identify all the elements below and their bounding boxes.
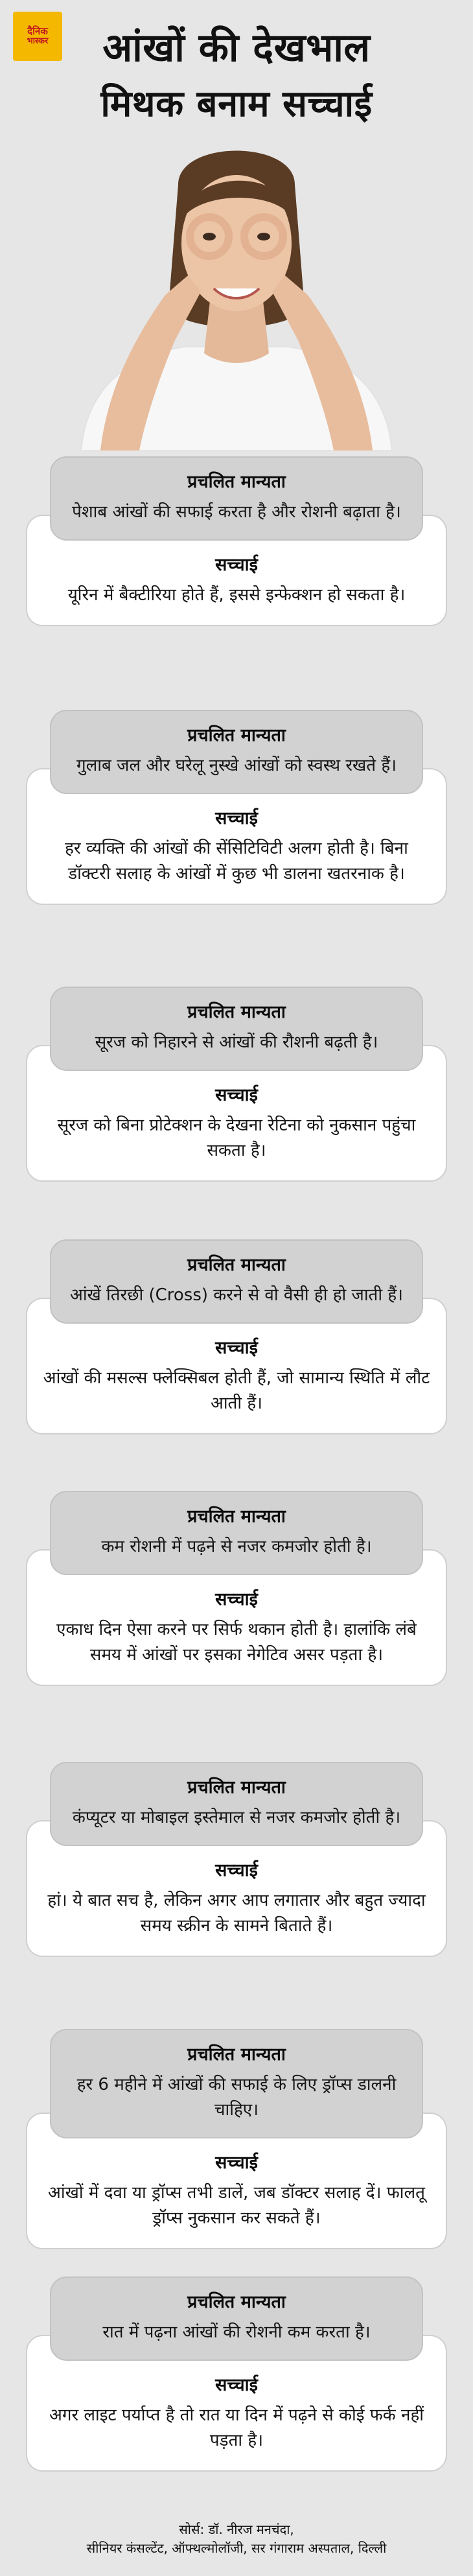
myth-box <box>50 2029 423 2138</box>
fact-text: अगर लाइट पर्याप्त है तो रात या दिन में पढ़ने से कोई फर्क नहीं पड़ता है। <box>49 2406 424 2451</box>
myth-text: पेशाब आंखों की सफाई करता है और रोशनी बढ़ाता है। <box>72 502 401 522</box>
fact-heading: सच्चाई <box>215 2375 258 2396</box>
myth-box <box>50 1239 423 1324</box>
fact-text: एकाध दिन ऐसा करने पर सिर्फ थकान होती है। हालांकि लंबे समय में आंखों पर इसका नेगेटिव असर पड़ता है। <box>56 1620 417 1665</box>
fact-heading: सच्चाई <box>215 1589 258 1610</box>
myth-text: आंखें तिरछी (Cross) करने से वो वैसी ही हो जाती हैं। <box>69 1285 404 1306</box>
fact-text: सूरज को बिना प्रोटेक्शन के देखना रेटिना को नुकसान पहुंचा सकता है। <box>57 1116 416 1161</box>
fact-heading: सच्चाई <box>215 2153 258 2173</box>
myth-fact-card <box>26 1239 447 1434</box>
myth-fact-card <box>26 2029 447 2249</box>
myth-box <box>50 1762 423 1846</box>
myth-box <box>50 2277 423 2361</box>
fact-heading: सच्चाई <box>215 1085 258 1106</box>
fact-heading: सच्चाई <box>215 555 258 576</box>
logo-line1: दैनिक <box>27 25 48 38</box>
myth-box <box>50 1491 423 1575</box>
myth-fact-card <box>26 456 447 626</box>
myth-fact-card <box>26 1762 447 1957</box>
myth-text: गुलाब जल और घरेलू नुस्खे आंखों को स्वस्थ रखते हैं। <box>76 756 397 776</box>
myth-text: कंप्यूटर या मोबाइल इस्तेमाल से नजर कमजोर होती है। <box>72 1808 401 1828</box>
fact-text: हर व्यक्ति की आंखों की सेंसिटिविटी अलग होती है। बिना डॉक्टरी सलाह के आंखों में कुछ भी डालना खतरनाक है। <box>65 839 408 884</box>
myth-heading: प्रचलित मान्यता <box>187 1002 286 1022</box>
fact-heading: सच्चाई <box>215 1338 258 1359</box>
page-title: आंखों की देखभाल <box>102 25 371 71</box>
myth-heading: प्रचलित मान्यता <box>187 2044 286 2065</box>
myth-text: सूरज को निहारने से आंखों की रौशनी बढ़ती है। <box>95 1033 378 1053</box>
fact-text: आंखों की मसल्स फ्लेक्सिबल होती हैं, जो सामान्य स्थिति में लौट आती हैं। <box>43 1368 430 1414</box>
myth-heading: प्रचलित मान्यता <box>187 2292 286 2312</box>
myth-text: कम रोशनी में पढ़ने से नजर कमजोर होती है। <box>101 1537 372 1557</box>
myth-box <box>50 987 423 1071</box>
myth-heading: प्रचलित मान्यता <box>187 1506 286 1527</box>
page-subtitle: मिथक बनाम सच्चाई <box>100 83 373 125</box>
myth-fact-card <box>26 1491 447 1686</box>
myth-text: रात में पढ़ना आंखों की रोशनी कम करता है। <box>102 2323 371 2343</box>
fact-text: हां। ये बात सच है, लेकिन अगर आप लगातार और बहुत ज्यादा समय स्क्रीन के सामने बिताते हैं। <box>47 1891 426 1936</box>
source-line2: सीनियर कंसल्टेंट, ऑफ्थल्मोलॉजी, सर गंगाराम अस्पताल, दिल्ली <box>86 2540 387 2556</box>
logo-line2: भास्कर <box>27 36 49 47</box>
myth-fact-card <box>26 2277 447 2472</box>
myth-fact-card <box>26 987 447 1182</box>
myth-heading: प्रचलित मान्यता <box>187 1255 286 1275</box>
fact-text: आंखों में दवा या ड्रॉप्स तभी डालें, जब डॉक्टर सलाह दें। फालतू ड्रॉप्स नुकसान कर सकते हैं। <box>48 2183 425 2229</box>
myth-heading: प्रचलित मान्यता <box>187 725 286 745</box>
source-line1: सोर्स: डॉ. नीरज मनचंदा, <box>179 2522 294 2537</box>
myth-text: हर 6 महीने में आंखों की सफाई के लिए ड्रॉप्स डालनी चाहिए। <box>76 2075 397 2120</box>
myth-box <box>50 456 423 541</box>
myth-box <box>50 710 423 794</box>
woman-making-glasses-gesture-photo <box>55 146 418 451</box>
myth-fact-card <box>26 710 447 905</box>
myth-heading: प्रचलित मान्यता <box>187 1777 286 1797</box>
fact-heading: सच्चाई <box>215 808 258 829</box>
source-credit <box>0 2520 473 2558</box>
fact-text: यूरिन में बैक्टीरिया होते हैं, इससे इन्फेक्शन हो सकता है। <box>67 585 406 605</box>
fact-heading: सच्चाई <box>215 1860 258 1881</box>
myth-heading: प्रचलित मान्यता <box>187 472 286 492</box>
